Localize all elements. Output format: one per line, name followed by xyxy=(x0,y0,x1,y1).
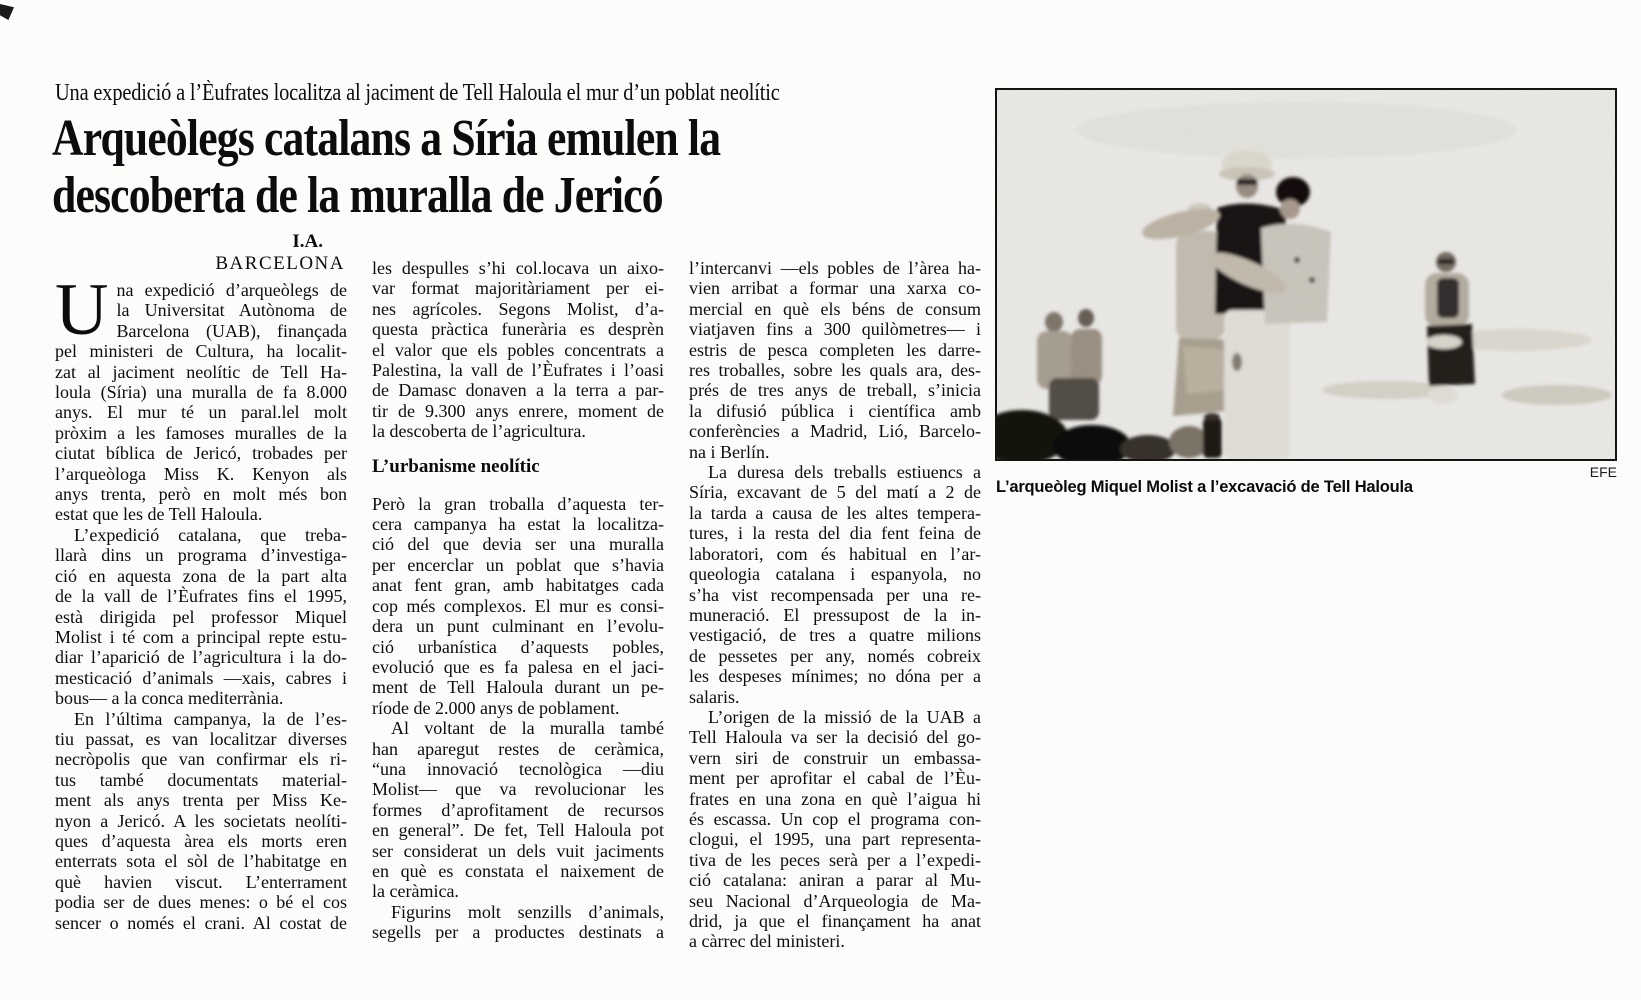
body-line: la tarda a causa de les altes tempera- xyxy=(689,502,981,523)
excavation-photo xyxy=(995,88,1617,461)
body-line: res troballes, sobre les quals ara, des- xyxy=(689,360,981,381)
body-line: nes agrícoles. Segons Molist, d’a- xyxy=(372,298,664,319)
body-line: Palestina, la vall de l’Èufrates i l’oasi xyxy=(372,360,664,381)
body-line: ciutat bíblica de Jericó, trobades per xyxy=(55,443,347,464)
body-line: Síria, excavant de 5 del matí a 2 de xyxy=(689,482,981,503)
body-line: està dirigida pel professor Miquel xyxy=(55,606,347,627)
body-line: enterrats sota el sòl de l’habitatge en xyxy=(55,851,347,872)
paragraph xyxy=(372,258,664,442)
photo-caption: L’arqueòleg Miquel Molist a l’excavació de Tell Haloula xyxy=(996,478,1413,496)
body-line: questa pràctica funerària es desprèn xyxy=(372,319,664,340)
body-line: a càrrec del ministeri. xyxy=(689,931,845,952)
body-line: necròpolis que van confirmar els ri- xyxy=(55,749,347,770)
body-line: ser considerat un dels vuit jaciments xyxy=(372,840,664,861)
byline: I.A. xyxy=(292,231,323,252)
body-line: “una innovació tecnològica —diu xyxy=(372,758,664,779)
body-line: l’arqueòloga Miss K. Kenyon als xyxy=(55,463,347,484)
body-line: ció del que devia ser una muralla xyxy=(372,534,664,555)
body-line: la difusió pública i científica amb xyxy=(689,400,981,421)
body-line: ció urbanística d’aquests pobles, xyxy=(372,636,664,657)
body-line: les despeses mínimes; no dóna per a xyxy=(689,666,981,687)
body-line: anys trenta, però en molt més bon xyxy=(55,484,347,505)
body-line: ment per aprofitar el cabal de l’Èu- xyxy=(689,768,981,789)
body-line: el valor que els pobles concentrats a xyxy=(372,339,664,360)
body-line: les despulles s’hi col.locava un aixo- xyxy=(372,258,664,278)
body-line: pel ministeri de Cultura, ha localit- xyxy=(55,341,347,362)
body-line: la ceràmica. xyxy=(372,881,459,902)
body-line: estris de pesca completen les darre- xyxy=(689,339,981,360)
body-line: queologia catalana i espanyola, no xyxy=(689,564,981,585)
body-line: cop més complexos. El mur es consi- xyxy=(372,595,664,616)
body-line: de la vall de l’Èufrates fins el 1995, xyxy=(55,586,347,607)
body-line: ríode de 2.000 anys de poblament. xyxy=(372,697,620,718)
body-line: ques d’aquesta àrea els morts eren xyxy=(55,830,347,851)
body-line: salaris. xyxy=(689,686,740,707)
body-line: sencer o només el crani. Al costat de xyxy=(55,912,347,933)
body-line: prés de tres anys de treball, s’inicia xyxy=(689,380,981,401)
body-line: tiu passat, es van localitzar diverses xyxy=(55,728,347,749)
body-line: en què es constata el naixement de xyxy=(372,860,664,881)
body-line: Molist— que va revolucionar les xyxy=(372,779,664,800)
headline-line-1: Arqueòlegs catalans a Síria emulen la xyxy=(52,110,721,167)
body-line: tus també documentats material- xyxy=(55,769,347,790)
paragraph xyxy=(55,709,347,933)
body-line: s’ha vist recompensada per una re- xyxy=(689,584,981,605)
body-line: na expedició d’arqueòlegs de xyxy=(116,280,347,300)
section-subhead: L’urbanisme neolític xyxy=(372,455,540,477)
headline xyxy=(52,110,959,224)
body-line: Però la gran troballa d’aquesta ter- xyxy=(372,493,664,514)
scan-artifact xyxy=(0,4,14,20)
body-line: En l’última campanya, la de l’es- xyxy=(74,708,347,729)
body-line: zat al jaciment neolític de Tell Ha- xyxy=(55,361,347,382)
body-line: loula (Síria) una muralla de fa 8.000 xyxy=(55,382,347,403)
body-line: la Universitat Autònoma de xyxy=(116,300,347,321)
body-line: nyon a Jericó. A les societats neolíti- xyxy=(55,810,347,831)
paragraph xyxy=(689,707,981,952)
paragraph xyxy=(55,269,347,525)
body-line: vien arribat a formar una xarxa co- xyxy=(689,278,981,299)
body-line: què havien viscut. L’enterrament xyxy=(55,871,347,892)
body-line: dera un punt culminant en l’evolu- xyxy=(372,616,664,637)
body-line: han aparegut restes de ceràmica, xyxy=(372,738,664,759)
body-line: vern siri de construir un embassa- xyxy=(689,747,981,768)
body-line: tures, i la resta del dia fent feina de xyxy=(689,523,981,544)
body-line: vestigació, de tres a quatre milions xyxy=(689,625,981,646)
body-line: l’intercanvi —els pobles de l’àrea ha- xyxy=(689,258,981,278)
body-line: mercial en què els béns de consum xyxy=(689,298,981,319)
body-line: formes d’aprofitament de recursos xyxy=(372,799,664,820)
body-line: llarà dins un programa d’investiga- xyxy=(55,545,347,566)
body-line: L’expedició catalana, que treba- xyxy=(74,524,347,545)
body-line: Barcelona (UAB), finançada xyxy=(116,320,347,341)
article-column-2 xyxy=(372,258,664,943)
body-line: muneració. El pressupost de la in- xyxy=(689,604,981,625)
excavation-photo-image xyxy=(997,90,1615,459)
body-line: ció en aquesta zona de la part alta xyxy=(55,565,347,586)
body-line: tir de 9.300 anys enrere, moment de xyxy=(372,400,664,421)
body-line: ment de Tell Haloula durant un pe- xyxy=(372,677,664,698)
body-line: conferències a Madrid, Lió, Barcelo- xyxy=(689,421,981,442)
body-line: drid, ja que el finançament ha anat xyxy=(689,911,981,931)
body-line: mesticació d’animals —xais, cabres i xyxy=(55,667,347,688)
body-line: de pessetes per any, només cobreix xyxy=(689,645,981,666)
body-line: Figurins molt senzills d’animals, xyxy=(391,901,664,922)
body-line: laboratori, com és habitual en l’ar- xyxy=(689,543,981,564)
body-line: L’origen de la missió de la UAB a xyxy=(708,706,981,727)
body-line: frates en una zona en què l’aigua hi xyxy=(689,788,981,809)
paragraph xyxy=(372,718,664,902)
body-line: anys. El mur té un paral.lel molt xyxy=(55,402,347,423)
body-line: la descoberta de l’agricultura. xyxy=(372,421,586,442)
body-line: Tell Haloula va ser la decisió del go- xyxy=(689,727,981,748)
photo-credit: EFE xyxy=(1589,464,1617,480)
body-line: segells per a productes destinats a xyxy=(372,922,664,943)
body-line: La duresa dels treballs estiuencs a xyxy=(708,462,981,483)
drop-cap: U xyxy=(55,269,109,351)
paragraph xyxy=(372,902,664,943)
paragraph xyxy=(689,462,981,707)
body-line: viatjaven fins a 300 quilòmetres— i xyxy=(689,319,981,340)
kicker: Una expedició a l’Èufrates localitza al jaciment de Tell Haloula el mur d’un poblat neolític xyxy=(55,80,780,106)
body-line: bous— a la conca mediterrània. xyxy=(55,688,284,709)
body-line: clogui, el 1995, una part representa- xyxy=(689,829,981,850)
body-line: seu Nacional d’Arqueologia de Ma- xyxy=(689,890,981,911)
body-line: ment als anys trenta per Miss Ke- xyxy=(55,790,347,811)
paragraph xyxy=(372,494,664,718)
body-line: na i Berlín. xyxy=(689,441,770,462)
body-line: Al voltant de la muralla també xyxy=(391,718,664,739)
body-line: diar l’aparició de l’agricultura i la do- xyxy=(55,647,347,668)
body-line: pròxim a les famoses muralles de la xyxy=(55,422,347,443)
body-line: cera campanya ha estat la localitza- xyxy=(372,514,664,535)
body-line: de Damasc donaven a la terra a par- xyxy=(372,380,664,401)
article-column-3 xyxy=(689,258,981,952)
paragraph xyxy=(55,525,347,709)
body-line: ció catalana: aniran a parar al Mu- xyxy=(689,870,981,891)
headline-line-2: descoberta de la muralla de Jericó xyxy=(52,167,663,224)
body-line: Molist i té com a principal repte estu- xyxy=(55,626,347,647)
body-line: var format majoritàriament per ei- xyxy=(372,278,664,299)
body-line: en general”. De fet, Tell Haloula pot xyxy=(372,820,664,841)
body-line: estat que les de Tell Haloula. xyxy=(55,504,263,525)
body-line: és escassa. Un cop el programa con- xyxy=(689,808,981,829)
article-column-1 xyxy=(55,231,347,933)
body-line: podia ser de dues menes: o bé el cos xyxy=(55,892,347,913)
paragraph xyxy=(689,258,981,462)
dateline: BARCELONA xyxy=(215,253,345,274)
body-line: anat fent gran, amb habitatges cada xyxy=(372,575,664,596)
body-line: per encerclar un poblat que s’havia xyxy=(372,554,664,575)
body-line: tiva de les peces serà per a l’expedi- xyxy=(689,849,981,870)
body-line: evolució que es fa palesa en el jaci- xyxy=(372,656,664,677)
